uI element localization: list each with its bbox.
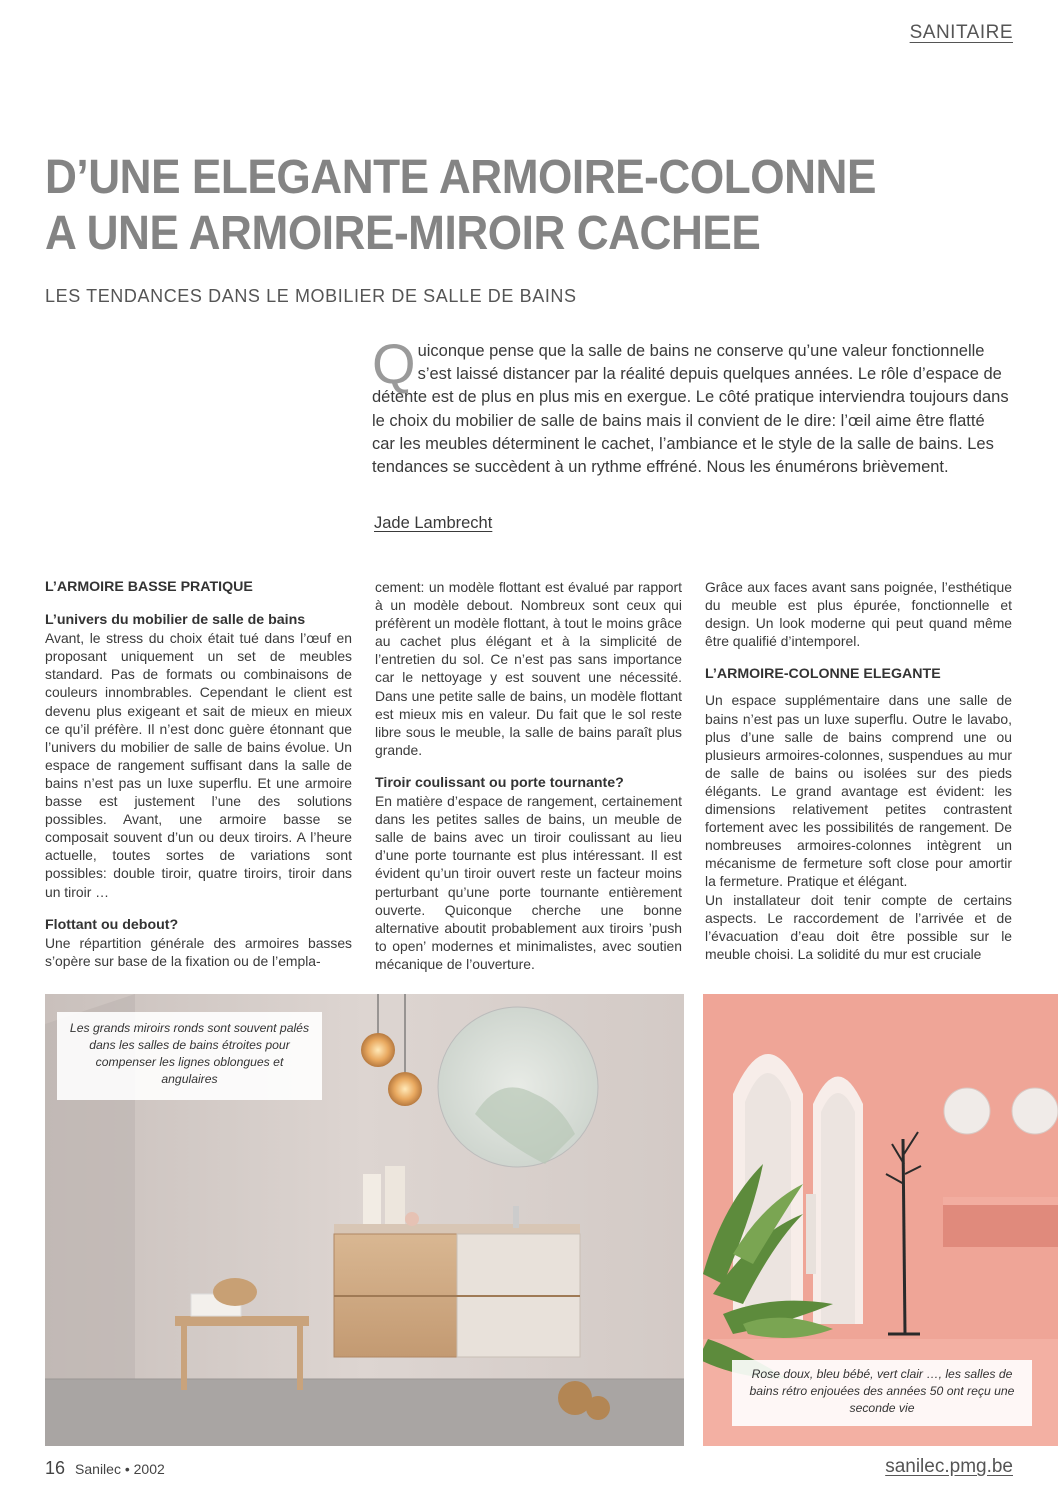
drop-cap: Q (372, 332, 416, 395)
text-column-2 (375, 578, 682, 978)
section-heading: L’ARMOIRE BASSE PRATIQUE (45, 579, 253, 595)
text-column-3 (705, 578, 1012, 978)
publication-name: Sanilec • 2002 (75, 1461, 165, 1477)
intro-text: uiconque pense que la salle de bains ne conserve qu’une valeur fonctionnelle s’est laissé distancer par la réalité depuis quelques années. Le rôle d’espace de détente est de plus en plus mis en exergue. Le côté pratique interviendra toujours dans le choix du mobilier de salle de bains mais il convient de le dire: l’œil aime être flatté car les meubles déterminent le cachet, l’ambiance et le style de la salle de bains. Les tendances se succèdent à un rythme effréné. Nous les énumérons brièvement. (372, 342, 1009, 477)
page-footer (45, 1458, 165, 1479)
body-paragraph: En matière d’espace de rangement, certainement dans les petites salles de bains, un meuble de salle de bains avec un tiroir coulissant au lieu d’une porte tournante est plus intéressant. Il est évident qu’un tiroir ouvert reste un facteur moins perturbant qu’une porte tournante entièrement ouverte. Quiconque cherche une bonne alternative aboutit probablement aux tiroirs ’push to open’ modernes et minimalistes, avec soutien mécanique de l’ouverture. (375, 793, 682, 972)
article-subtitle: LES TENDANCES DANS LE MOBILIER DE SALLE DE BAINS (45, 286, 577, 306)
intro-paragraph (372, 332, 1012, 479)
photo-caption-right: Rose doux, bleu bébé, vert clair …, les salles de bains rétro enjouées des années 50 ont reçu une seconde vie (732, 1360, 1032, 1426)
photo-caption-left: Les grands miroirs ronds sont souvent palés dans les salles de bains étroites pour compenser les lignes oblongues et angulaires (57, 1012, 322, 1100)
body-paragraph: cement: un modèle flottant est évalué par rapport à un modèle debout. Nombreux sont ceux qui préfèrent un modèle flottant, à tout le moins grâce au cachet plus élégant et à la simplicité de l’entretien du sol. Ce n’est pas sans importance car le nettoyage y est souvent une nécessité. Dans une petite salle de bains, un modèle flottant est mieux mis en valeur. Du fait que le sol reste libre sous le meuble, la salle de bains paraît plus grande. (375, 579, 682, 758)
section-tag: SANITAIRE (909, 22, 1013, 43)
body-paragraph: Une répartition générale des armoires basses s’opère sur base de la fixation ou de l’empla- (45, 934, 352, 969)
website-link[interactable]: sanilec.pmg.be (885, 1456, 1013, 1477)
author-byline: Jade Lambrecht (374, 514, 493, 532)
section-heading: L’ARMOIRE-COLONNE ELEGANTE (705, 666, 941, 683)
page-number: 16 (45, 1458, 66, 1478)
body-paragraph: Un installateur doit tenir compte de certains aspects. Le raccordement de l’arrivée et de l’évacuation d’eau doit être possible sur le meuble choisi. La solidité du mur est cruciale (705, 891, 1012, 962)
article-headline (45, 150, 947, 262)
sub-heading: Tiroir coulissant ou porte tournante? (375, 774, 624, 791)
text-column-1 (45, 578, 352, 978)
headline-line-1: D’UNE ELEGANTE ARMOIRE-COLONNE (45, 151, 876, 204)
sub-heading: L’univers du mobilier de salle de bains (45, 612, 306, 629)
body-paragraph: Un espace supplémentaire dans une salle de bains n’est pas un luxe superflu. Outre le lavabo, plus d’une salle de bains comprend une ou plusieurs armoires-colonnes, suspendues au mur de salle de bains ou isolées sur des pieds élégants. Le grand avantage est évident: les dimensions relativement petites contrastent fortement avec les possibilités de rangement. De nombreuses armoires-colonnes intègrent un mécanisme de fermeture soft close pour amortir la fermeture. Pratique et élégant. (705, 692, 1012, 890)
body-paragraph: Avant, le stress du choix était tué dans l’œuf en proposant uniquement un set de meubles standard. Pas de formats ou combinaisons de couleurs innombrables. Cependant le client est devenu plus exigeant et sait de mieux en mieux ce qu’il préfère. Il n’est donc guère étonnant que l’univers du mobilier de salle de bains évolue. Un espace de rangement suffisant dans la salle de bains n’est pas un luxe superflu. Et une armoire basse est justement l’une des solutions possibles. Avant, une armoire basse se composait souvent d’un ou deux tiroirs. A l’heure actuelle, toutes sortes de variations sont possibles: double tiroir, quatre tiroirs, tiroir dans un tiroir … (45, 630, 352, 900)
headline-line-2: A UNE ARMOIRE-MIROIR CACHEE (45, 207, 761, 260)
body-paragraph: Grâce aux faces avant sans poignée, l’esthétique du meuble est plus épurée, fonctionnelle et design. Un look moderne qui peut quand même être qualifié d’intemporel. (705, 579, 1012, 650)
sub-heading: Flottant ou debout? (45, 916, 179, 933)
